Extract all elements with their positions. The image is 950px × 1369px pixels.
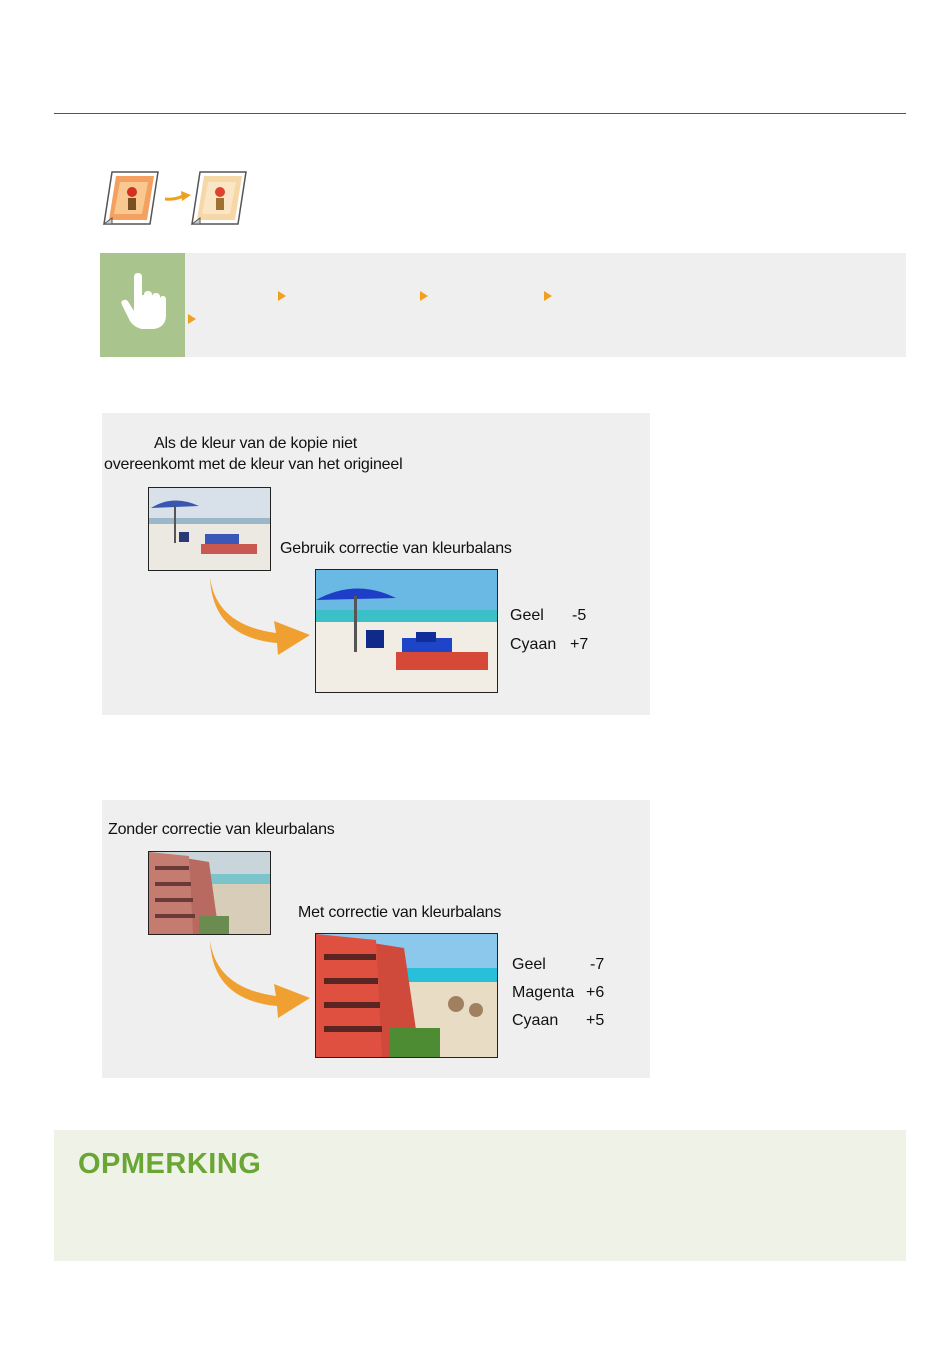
step-arrow-icon	[278, 291, 286, 301]
header-rule	[54, 113, 906, 114]
beach-example-figure	[102, 413, 650, 715]
adjustment-row: Geel -5	[510, 607, 587, 624]
figure1-caption-line2: overeenkomt met de kleur van het origineel	[104, 456, 403, 473]
adjustment-row: Cyaan +5	[512, 1012, 605, 1029]
curved-arrow-icon	[206, 938, 316, 1018]
hand-touch-icon	[100, 253, 185, 357]
arrow-right-icon	[163, 188, 193, 204]
figure2-after-label: Met correctie van kleurbalans	[298, 904, 502, 921]
original-document-icon	[102, 170, 160, 226]
figure1-result-label: Gebruik correctie van kleurbalans	[280, 540, 512, 557]
step-arrow-icon	[420, 291, 428, 301]
beach-photo-after	[315, 569, 498, 693]
note-box	[54, 1130, 906, 1261]
adjustment-row: Cyaan +7	[510, 636, 589, 653]
step-arrow-icon	[188, 314, 196, 324]
figure1-caption-line1: Als de kleur van de kopie niet	[154, 435, 358, 452]
beach-photo-before	[148, 487, 271, 571]
menu-path-panel	[100, 253, 906, 357]
adjustment-row: Magenta +6	[512, 984, 605, 1001]
hotel-photo-before	[148, 851, 271, 935]
curved-arrow-icon	[206, 575, 316, 655]
adjustment-row: Geel -7	[512, 956, 605, 973]
figure2-before-label: Zonder correctie van kleurbalans	[108, 821, 335, 838]
step-arrow-icon	[544, 291, 552, 301]
copy-document-icon	[190, 170, 248, 226]
hotel-example-figure	[102, 800, 650, 1078]
hotel-photo-after	[315, 933, 498, 1058]
note-title: OPMERKING	[78, 1148, 262, 1180]
